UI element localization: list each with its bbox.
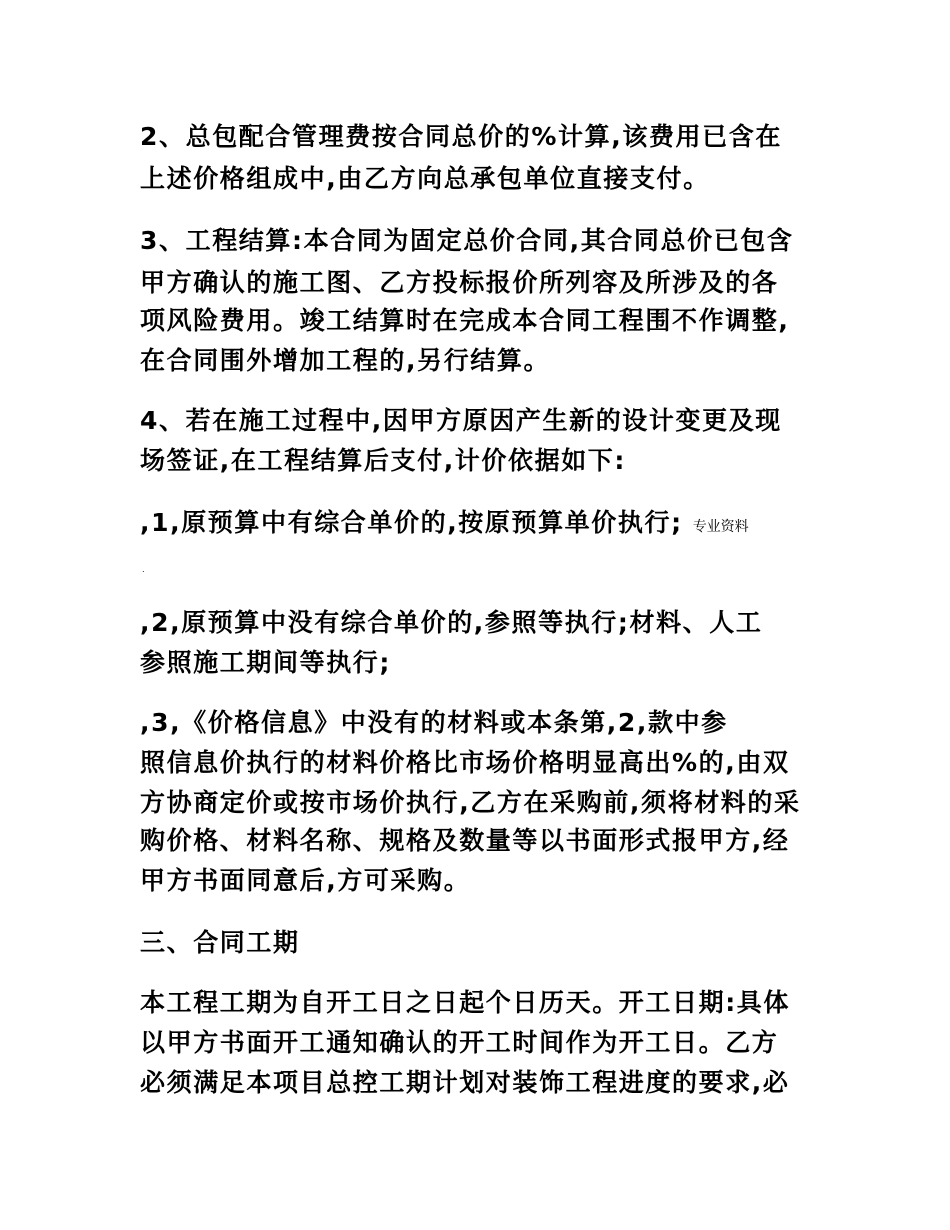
paragraph-3-line-3: 项风险费用。竣工结算时在完成本合同工程围不作调整, bbox=[140, 306, 790, 335]
paragraph-3-line-1: 3、工程结算:本合同为固定总价合同,其合同总价已包含 bbox=[140, 226, 794, 255]
watermark-text: 专业资料 bbox=[692, 519, 749, 535]
item-3-line-3: 方协商定价或按市场价执行,乙方在采购前,须将材料的采 bbox=[140, 788, 801, 817]
paragraph-2-line-2: 上述价格组成中,由乙方向总承包单位直接支付。 bbox=[140, 164, 710, 193]
item-3-line-4: 购价格、材料名称、规格及数量等以书面形式报甲方,经 bbox=[140, 826, 790, 855]
paragraph-3-line-2: 甲方确认的施工图、乙方投标报价所列容及所涉及的各 bbox=[140, 268, 779, 297]
section-heading-contract-period: 三、合同工期 bbox=[140, 928, 300, 957]
paragraph-4-line-2: 场签证,在工程结算后支付,计价依据如下: bbox=[140, 446, 626, 475]
item-2-line-1: ,2,原预算中没有综合单价的,参照等执行;材料、人工 bbox=[140, 608, 763, 637]
item-3-line-5: 甲方书面同意后,方可采购。 bbox=[140, 866, 471, 895]
paragraph-4-line-1: 4、若在施工过程中,因甲方原因产生新的设计变更及现 bbox=[140, 406, 782, 435]
item-3-line-1: ,3,《价格信息》中没有的材料或本条第,2,款中参 bbox=[140, 708, 728, 737]
stray-dot: . bbox=[142, 565, 145, 574]
item-1-line bbox=[140, 508, 749, 542]
item-3-line-2: 照信息价执行的材料价格比市场价格明显高出%的,由双 bbox=[140, 748, 790, 777]
item-1-text: ,1,原预算中有综合单价的,按原预算单价执行; bbox=[140, 508, 683, 537]
paragraph-2-line-1: 2、总包配合管理费按合同总价的%计算,该费用已含在 bbox=[140, 122, 782, 151]
period-line-3: 必须满足本项目总控工期计划对装饰工程进度的要求,必 bbox=[140, 1068, 790, 1097]
item-2-line-2: 参照施工期间等执行; bbox=[140, 648, 391, 677]
period-line-2: 以甲方书面开工通知确认的开工时间作为开工日。乙方 bbox=[140, 1028, 779, 1057]
period-line-1: 本工程工期为自开工日之日起个日历天。开工日期:具体 bbox=[140, 988, 790, 1017]
paragraph-3-line-4: 在合同围外增加工程的,另行结算。 bbox=[140, 346, 551, 375]
